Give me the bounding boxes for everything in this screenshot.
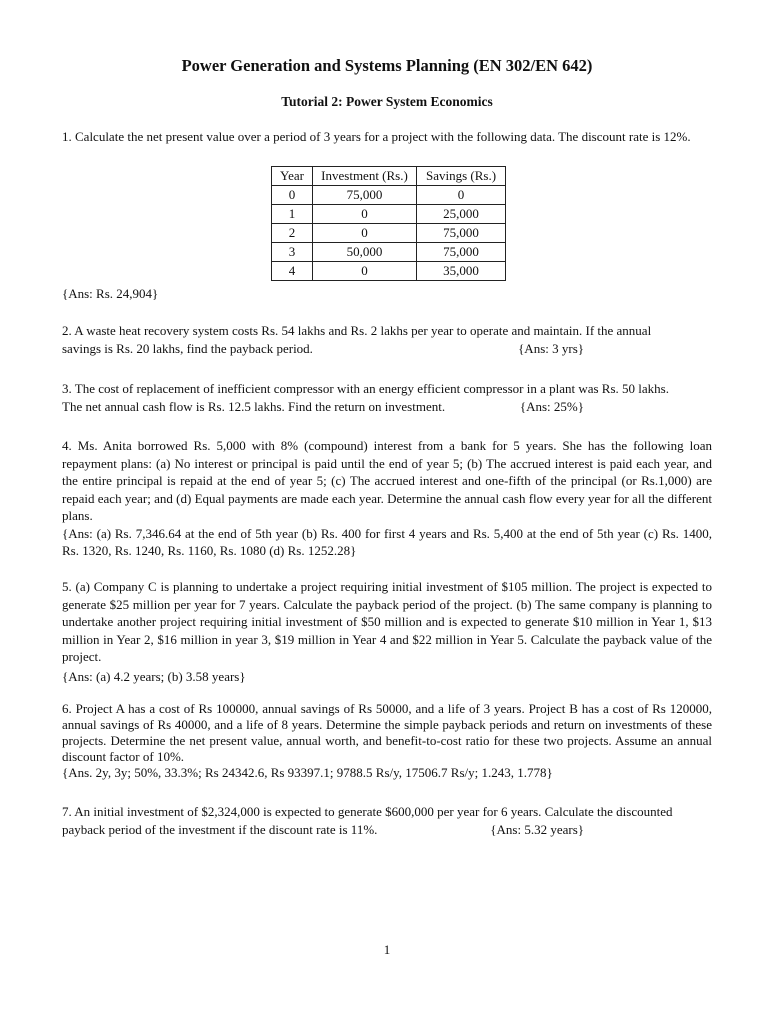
table-cell: 25,000 xyxy=(417,205,506,224)
table-cell: 75,000 xyxy=(417,224,506,243)
table-row xyxy=(272,186,506,205)
question-2-text-line2: savings is Rs. 20 lakhs, find the payback period. xyxy=(62,340,313,356)
table-cell: 75,000 xyxy=(417,243,506,262)
table-cell: 0 xyxy=(313,205,417,224)
question-2-text: 2. A waste heat recovery system costs Rs. 54 lakhs and Rs. 2 lakhs per year to operate and maintain. If the annual xyxy=(62,323,652,338)
question-5-answer: {Ans: (a) 4.2 years; (b) 3.58 years} xyxy=(62,668,246,684)
table-cell: 0 xyxy=(313,262,417,281)
question-1-answer-block xyxy=(62,285,712,303)
question-3 xyxy=(62,380,712,415)
question-4 xyxy=(62,437,712,560)
table-cell: 0 xyxy=(272,186,313,205)
table-cell: 75,000 xyxy=(313,186,417,205)
question-6 xyxy=(62,701,712,781)
table-row xyxy=(272,224,506,243)
table-header-investment: Investment (Rs.) xyxy=(313,167,417,186)
question-3-answer: {Ans: 25%} xyxy=(519,398,584,414)
cashflow-table xyxy=(271,166,506,281)
question-7 xyxy=(62,803,712,838)
question-2-answer: {Ans: 3 yrs} xyxy=(518,340,584,356)
table-cell: 4 xyxy=(272,262,313,281)
table-cell: 3 xyxy=(272,243,313,262)
document-title: Power Generation and Systems Planning (EN 302/EN 642) xyxy=(181,56,593,75)
question-5-text: 5. (a) Company C is planning to undertake a project requiring initial investment of $105 million. The project is expected to generate $25 million per year for 7 years. Calculate the payback period of the project. (b) The same company is planning to undertake another project requiring initial investment of $50 million and is expected to generate $10 million in Year 1, $13 million in Year 2, $16 million in year 3, $19 million in Year 4 and $22 million in Year 5. Calculate the payback value of the project. xyxy=(62,579,712,664)
question-6-text: 6. Project A has a cost of Rs 100000, annual savings of Rs 50000, and a life of 3 years. Project B has a cost of Rs 120000, annual savings of Rs 40000, and a life of 8 years. Determine the simple payback periods and return on investments of these projects. Determine the net present value, annual worth, and benefit-to-cost ratio for these two projects. Assume an annual discount factor of 10%. xyxy=(62,701,712,764)
document-subtitle: Tutorial 2: Power System Economics xyxy=(281,94,493,109)
question-1 xyxy=(62,128,712,146)
table-row xyxy=(272,262,506,281)
table-header-row xyxy=(272,167,506,186)
page-number: 1 xyxy=(383,942,391,957)
table-row xyxy=(272,205,506,224)
question-1-answer: {Ans: Rs. 24,904} xyxy=(62,286,159,301)
question-5 xyxy=(62,578,712,685)
table-header-savings: Savings (Rs.) xyxy=(417,167,506,186)
question-1-text: 1. Calculate the net present value over a period of 3 years for a project with the following data. The discount rate is 12%. xyxy=(62,129,691,144)
table-cell: 2 xyxy=(272,224,313,243)
table-cell: 35,000 xyxy=(417,262,506,281)
table-cell: 0 xyxy=(313,224,417,243)
question-4-text: 4. Ms. Anita borrowed Rs. 5,000 with 8% (compound) interest from a bank for 5 years. She has the following loan repayment plans: (a) No interest or principal is paid until the end of year 5; (b) The accrued interest is paid each year, and the entire principal is repaid at the end of year 5; (c) The accrued interest and one-fifth of the principal (or Rs.1,000) are repaid each year; and (d) Equal payments are made each year. Determine the annual cash flow every year for all the different plans. xyxy=(62,438,712,523)
table-cell: 1 xyxy=(272,205,313,224)
question-3-text: 3. The cost of replacement of inefficient compressor with an energy efficient compressor in a plant was Rs. 50 lakhs. xyxy=(62,381,669,396)
question-7-answer: {Ans: 5.32 years} xyxy=(490,821,584,837)
question-7-text-line2: payback period of the investment if the discount rate is 11%. xyxy=(62,821,378,837)
table-cell: 0 xyxy=(417,186,506,205)
question-6-answer: {Ans. 2y, 3y; 50%, 33.3%; Rs 24342.6, Rs 93397.1; 9788.5 Rs/y, 17506.7 Rs/y; 1.243, 1.778} xyxy=(62,765,553,780)
question-2 xyxy=(62,322,712,357)
table-header-year: Year xyxy=(272,167,313,186)
table-row xyxy=(272,243,506,262)
question-3-text-line2: The net annual cash flow is Rs. 12.5 lakhs. Find the return on investment. xyxy=(62,398,446,414)
table-cell: 50,000 xyxy=(313,243,417,262)
question-7-text: 7. An initial investment of $2,324,000 is expected to generate $600,000 per year for 6 years. Calculate the discounted xyxy=(62,804,673,819)
question-4-answer: {Ans: (a) Rs. 7,346.64 at the end of 5th year (b) Rs. 400 for first 4 years and Rs. 5,400 at the end of 5th year (c) Rs. 1400, Rs. 1320, Rs. 1240, Rs. 1160, Rs. 1080 (d) Rs. 1252.28} xyxy=(62,525,712,558)
